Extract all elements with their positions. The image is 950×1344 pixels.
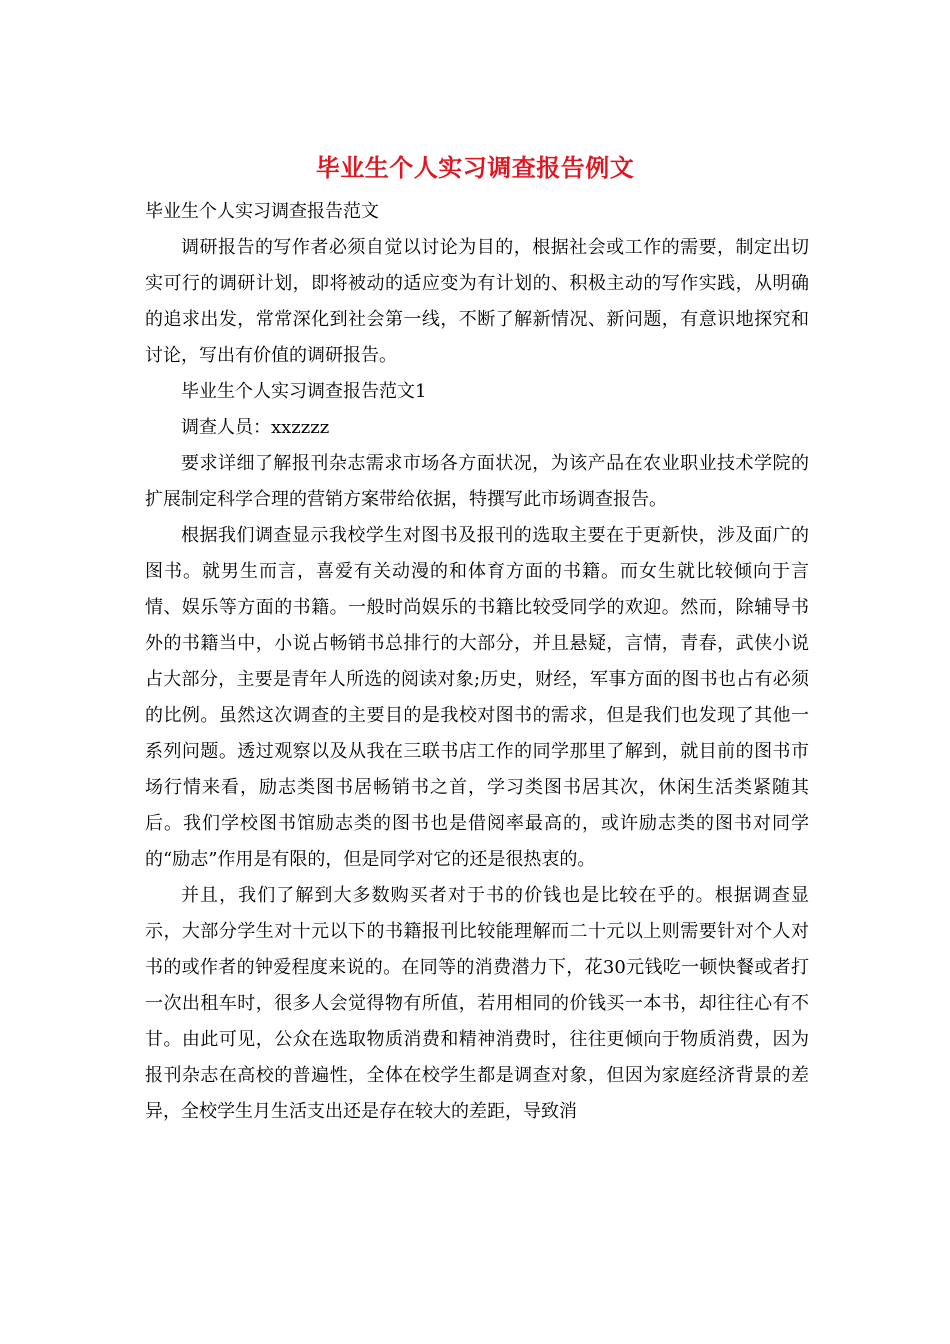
document-body — [145, 194, 809, 1130]
paragraph-purpose: 要求详细了解报刊杂志需求市场各方面状况，为该产品在农业职业技术学院的扩展制定科学合理的营销方案带给依据，特撰写此市场调查报告。 — [145, 453, 809, 510]
paragraph-findings: 根据我们调查显示我校学生对图书及报刊的选取主要在于更新快，涉及面广的图书。就男生而言，喜爱有关动漫的和体育方面的书籍。而女生就比较倾向于言情、娱乐等方面的书籍。一般时尚娱乐的书籍比较受同学的欢迎。然而，除辅导书外的书籍当中，小说占畅销书总排行的大部分，并且悬疑，言情，青春，武侠小说占大部分，主要是青年人所选的阅读对象;历史，财经，军事方面的图书也占有必须的比例。虽然这次调查的主要目的是我校对图书的需求，但是我们也发现了其他一系列问题。透过观察以及从我在三联书店工作的同学那里了解到，就目前的图书市场行情来看，励志类图书居畅销书之首，学习类图书居其次，休闲生活类紧随其后。我们学校图书馆励志类的图书也是借阅率最高的，或许励志类的图书对同学的“励志”作用是有限的，但是同学对它的还是很热衷的。 — [145, 525, 809, 870]
document-title: 毕业生个人实习调查报告例文 — [315, 153, 635, 182]
paragraph-price: 并且，我们了解到大多数购买者对于书的价钱也是比较在乎的。根据调查显示，大部分学生对十元以下的书籍报刊比较能理解而二十元以上则需要针对个人对书的或作者的钟爱程度来说的。在同等的消费潜力下，花30元钱吃一顿快餐或者打一次出租车时，很多人会觉得物有所值，若用相同的价钱买一本书，却往往心有不甘。由此可见，公众在选取物质消费和精神消费时，往往更倾向于物质消费，因为报刊杂志在高校的普遍性，全体在校学生都是调查对象，但因为家庭经济背景的差异，全校学生月生活支出还是存在较大的差距，导致消 — [145, 885, 809, 1122]
paragraph-intro: 调研报告的写作者必须自觉以讨论为目的，根据社会或工作的需要，制定出切实可行的调研计划，即将被动的适应变为有计划的、积极主动的写作实践，从明确的追求出发，常常深化到社会第一线，不断了解新情况、新问题，有意识地探究和讨论，写出有价值的调研报告。 — [145, 237, 809, 366]
investigator-line: 调查人员：xxzzzz — [181, 417, 330, 438]
document-subtitle: 毕业生个人实习调查报告范文 — [145, 201, 379, 222]
section-heading: 毕业生个人实习调查报告范文1 — [181, 381, 427, 402]
